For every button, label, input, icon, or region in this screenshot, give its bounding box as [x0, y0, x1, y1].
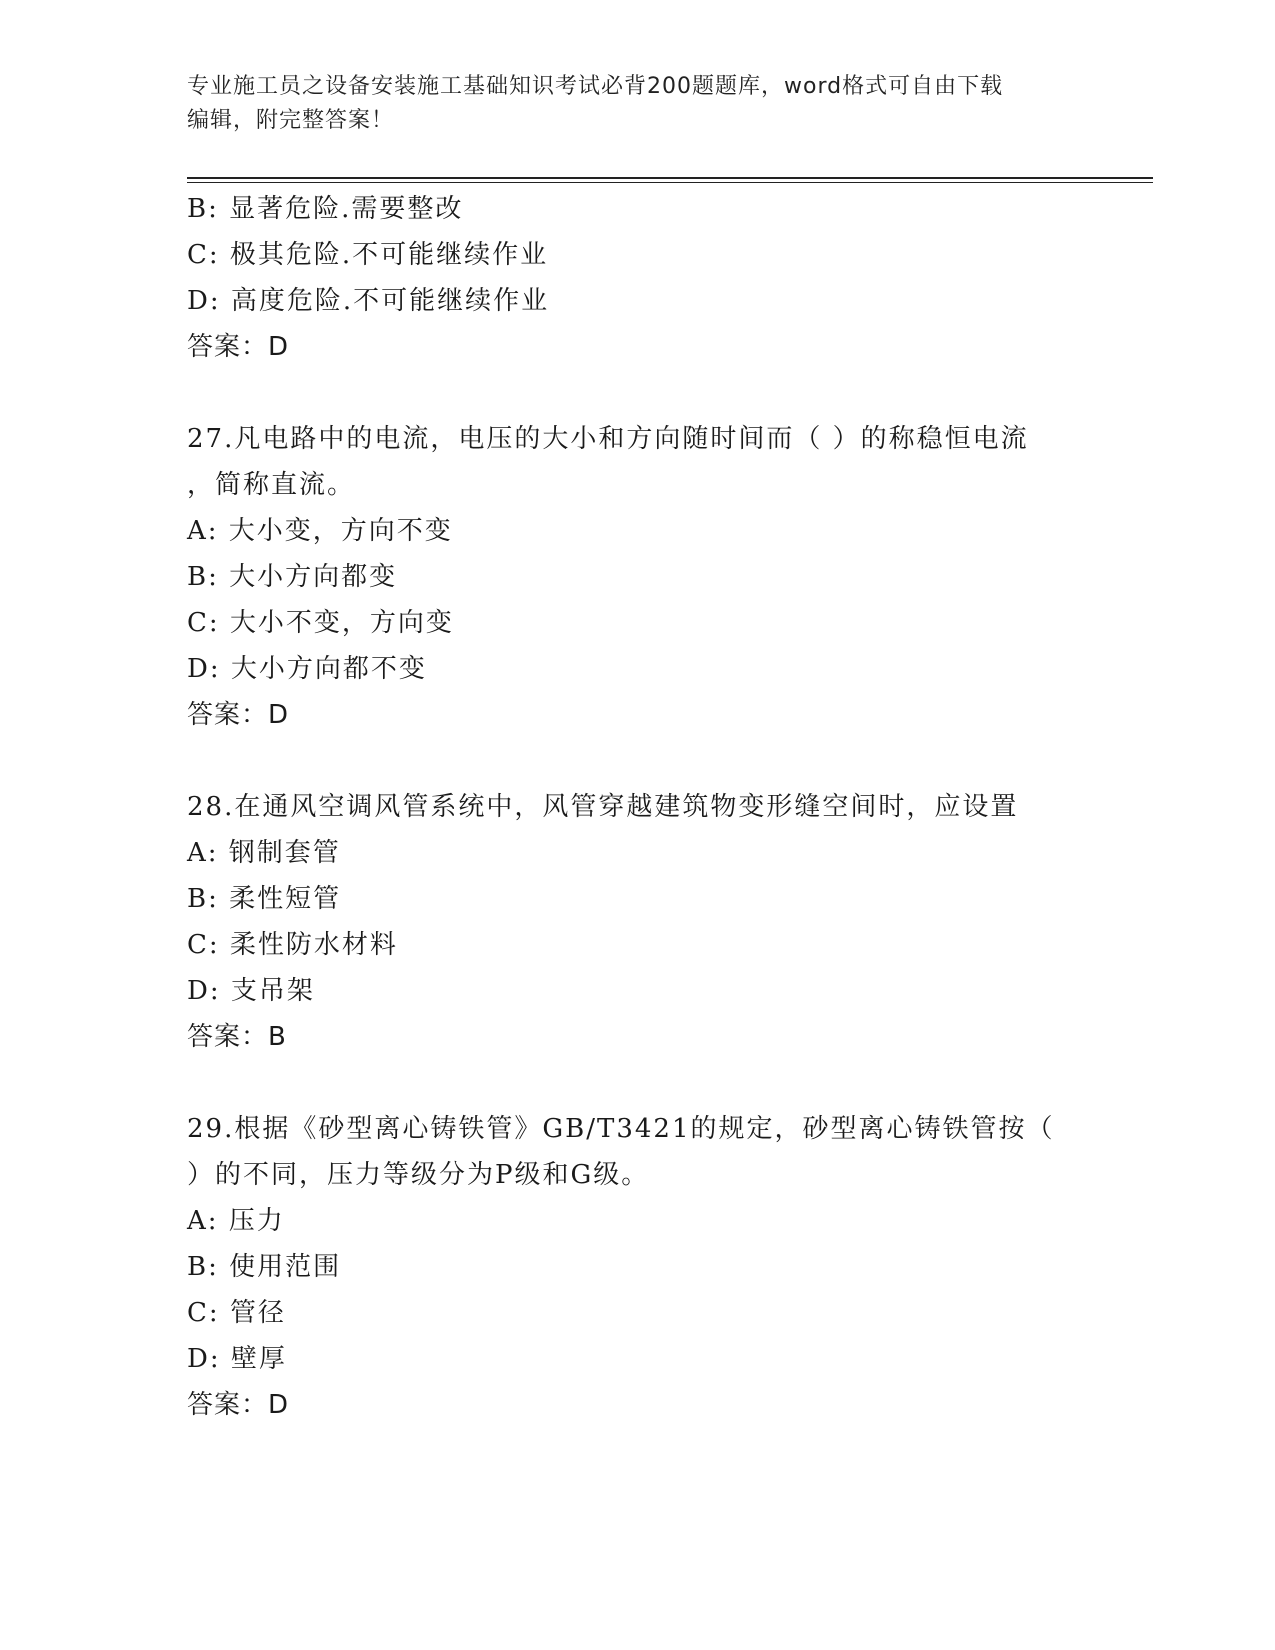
header-line-1: 专业施工员之设备安装施工基础知识考试必背200题题库，word格式可自由下载 — [187, 74, 1004, 99]
q26-option-d: D: 高度危险.不可能继续作业 — [187, 286, 550, 316]
q28-option-b: B: 柔性短管 — [187, 884, 342, 914]
q28-option-c: C: 柔性防水材料 — [187, 930, 398, 960]
page-header — [187, 70, 1087, 138]
q29-option-d: D: 壁厚 — [187, 1344, 287, 1374]
q29-stem-line-2: ）的不同，压力等级分为P级和G级。 — [187, 1160, 650, 1190]
q28-answer: 答案：B — [187, 1022, 287, 1052]
q29-option-a: A: 压力 — [187, 1206, 285, 1236]
q28-stem-line-1: 28.在通风空调风管系统中，风管穿越建筑物变形缝空间时，应设置 — [187, 792, 1019, 822]
q27-option-b: B: 大小方向都变 — [187, 562, 398, 592]
header-line-2: 编辑，附完整答案！ — [187, 108, 395, 133]
q29-option-b: B: 使用范围 — [187, 1252, 342, 1282]
q28-option-a: A: 钢制套管 — [187, 838, 341, 868]
q27-answer: 答案：D — [187, 700, 290, 730]
question-26-block — [187, 186, 1087, 370]
q26-answer: 答案：D — [187, 332, 290, 362]
q26-option-b: B: 显著危险.需要整改 — [187, 194, 464, 224]
q29-stem-line-1: 29.根据《砂型离心铸铁管》GB/T3421的规定，砂型离心铸铁管按（ — [187, 1114, 1055, 1144]
q28-option-d: D: 支吊架 — [187, 976, 315, 1006]
spacer — [187, 738, 1087, 784]
q27-option-a: A: 大小变，方向不变 — [187, 516, 453, 546]
q27-option-d: D: 大小方向都不变 — [187, 654, 427, 684]
question-content — [187, 186, 1087, 1428]
q27-option-c: C: 大小不变，方向变 — [187, 608, 454, 638]
q27-stem-line-2: ，简称直流。 — [187, 470, 356, 500]
spacer — [187, 1060, 1087, 1106]
header-divider — [187, 177, 1153, 183]
question-29-block — [187, 1106, 1087, 1428]
question-27-block — [187, 416, 1087, 738]
q27-stem-line-1: 27.凡电路中的电流，电压的大小和方向随时间而（ ）的称稳恒电流 — [187, 424, 1029, 454]
spacer — [187, 370, 1087, 416]
question-28-block — [187, 784, 1087, 1060]
q26-option-c: C: 极其危险.不可能继续作业 — [187, 240, 549, 270]
q29-option-c: C: 管径 — [187, 1298, 286, 1328]
q29-answer: 答案：D — [187, 1390, 290, 1420]
